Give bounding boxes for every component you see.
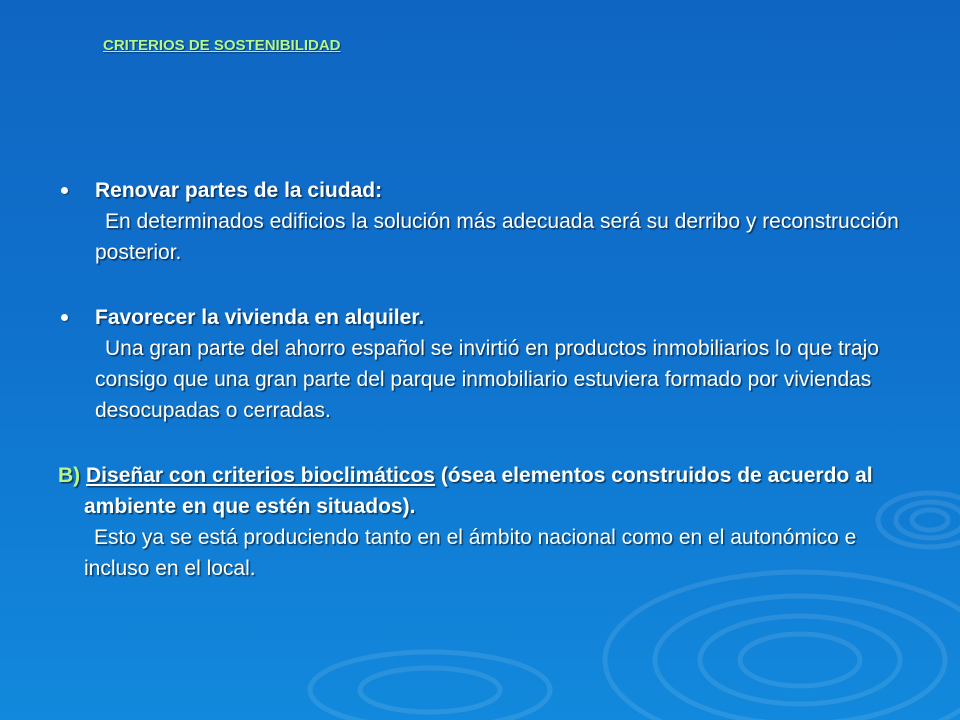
section-b-body: Esto ya se está produciendo tanto en el ámbito nacional como en el autonómico e incluso en el local.	[84, 526, 857, 580]
item-heading: Renovar partes de la ciudad:	[95, 179, 383, 202]
section-letter: B)	[58, 464, 81, 487]
slide-content	[58, 175, 908, 584]
item-body: Una gran parte del ahorro español se invirtió en productos inmobiliarios lo que trajo consigo que una gran parte del parque inmobiliario estuviera formado por viviendas desocupadas o cerradas.	[95, 337, 879, 422]
bullet-dot-icon	[61, 187, 68, 194]
section-b-underlined: Diseñar con criterios bioclimáticos	[86, 464, 435, 487]
section-b-rest: (ósea elementos construidos de acuerdo al ambiente en que estén situados).	[84, 464, 873, 518]
bullet-item-renovar	[58, 175, 908, 268]
slide-title: CRITERIOS DE SOSTENIBILIDAD	[103, 37, 341, 54]
section-b-heading	[58, 460, 908, 522]
bullet-item-alquiler	[58, 302, 908, 426]
bullet-dot-icon	[61, 314, 68, 321]
item-body: En determinados edificios la solución más adecuada será su derribo y reconstrucción posterior.	[95, 210, 899, 264]
item-heading: Favorecer la vivienda en alquiler.	[95, 306, 425, 329]
